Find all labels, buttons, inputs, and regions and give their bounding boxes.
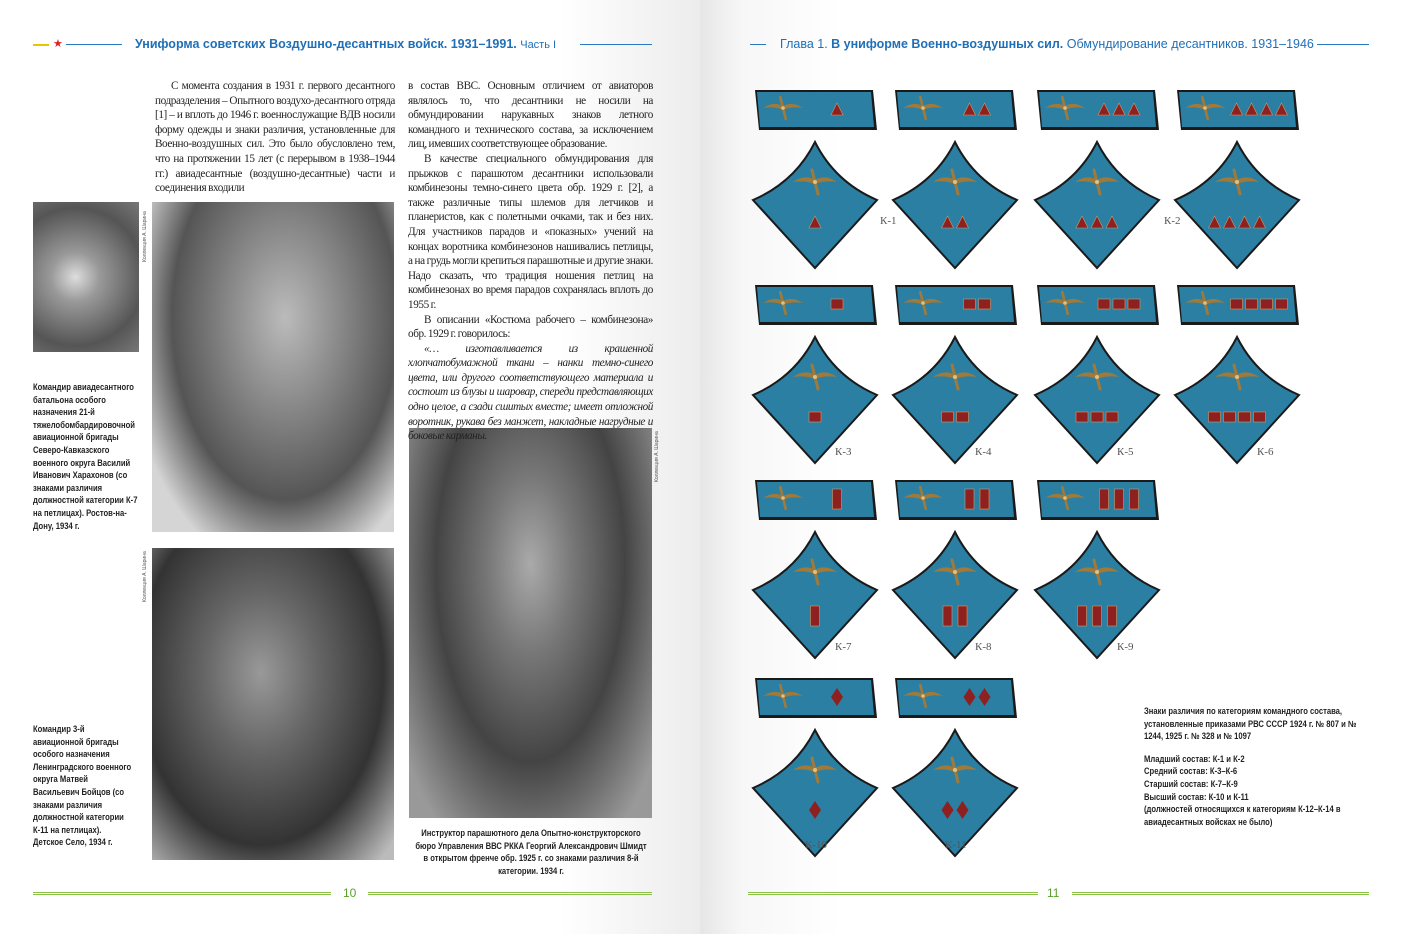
footer-line (1072, 892, 1369, 895)
bar-badge (965, 489, 974, 509)
collar-tab (895, 678, 1017, 718)
collar-tab (1037, 285, 1159, 325)
footer-line (368, 892, 652, 895)
insignia-set (893, 678, 1017, 856)
bar-badge (1100, 489, 1109, 509)
header-line (580, 44, 652, 45)
collar-tab (1037, 90, 1159, 130)
insignia-set (753, 90, 877, 268)
insignia-set (753, 678, 877, 856)
collar-diamond (753, 532, 877, 658)
collar-diamond (753, 337, 877, 463)
insignia-set (1035, 285, 1159, 463)
legend-line: Старший состав: К-7–К-9 (1144, 778, 1238, 789)
insignia-set (893, 480, 1017, 658)
bar-badge (811, 606, 820, 626)
chapter-number: Глава 1. (780, 37, 828, 51)
insignia-set (753, 285, 877, 463)
collar-diamond (1035, 337, 1159, 463)
bar-badge (958, 606, 967, 626)
collar-diamond (1035, 142, 1159, 268)
paragraph: В качестве специального обмундирования для прыжков с парашютом десантники использовали комбинезоны темно-синего цвета обр. 1929 г. [2], а также различные типы шлемов для летчиков и планеристов, как с полетными очками, так и без них. Для участников парадов и «показных» учений на концах воротника комбинезонов нашивались петлицы, а на грудь могли крепиться парашютные и другие знаки. Надо сказать, что традиция ношения петлиц на комбинезонах во время парадов сохранялась вплоть до 1955 г. (408, 152, 653, 311)
right-page (700, 0, 1401, 934)
square-badge (942, 412, 954, 422)
photo-parachutist (33, 202, 139, 352)
bar-badge (1078, 606, 1087, 626)
square-badge (1076, 412, 1088, 422)
square-badge (1261, 299, 1273, 309)
square-badge (1128, 299, 1140, 309)
header-line (66, 44, 122, 45)
paragraph: С момента создания в 1931 г. первого десантного подразделения – Опытного воздухо-десантного отряда [1] – и вплоть до 1946 г. военнослужащие ВДВ носили форму одежды и знаки различия, установленные для Военно-воздушных сил. Это было обусловлено тем, что на протяжении 15 лет (с перерывом в 1938–1944 гг.) авиадесантные (воздушно-десантные) части и соединения входили (155, 80, 395, 195)
collar-tab (1177, 285, 1299, 325)
square-badge (957, 412, 969, 422)
text-column-2 (408, 79, 653, 444)
legend-line: Высший состав: К-10 и К-11 (1144, 791, 1249, 802)
square-badge (979, 299, 991, 309)
collar-tab (895, 480, 1017, 520)
square-badge (1091, 412, 1103, 422)
page-number: 10 (343, 886, 357, 900)
square-badge (1239, 412, 1251, 422)
insignia-set (1035, 480, 1159, 658)
legend-line: Младший состав: К-1 и К-2 (1144, 753, 1245, 764)
category-label: К-9 (1117, 641, 1134, 653)
collar-tab (1177, 90, 1299, 130)
insignia-set (893, 90, 1017, 268)
header-accent-line (33, 44, 49, 46)
legend-line: (должностей относящихся к категориям К-12–К-14 в авиадесантных войсках не было) (1144, 804, 1341, 827)
insignia-set (753, 480, 877, 658)
collar-tab (755, 285, 877, 325)
insignia-set (1035, 90, 1159, 268)
square-badge (1231, 299, 1243, 309)
legend (1144, 705, 1357, 828)
bar-badge (1115, 489, 1124, 509)
bar-badge (1093, 606, 1102, 626)
square-badge (831, 299, 843, 309)
book-part: Часть I (520, 39, 557, 51)
square-badge (1276, 299, 1288, 309)
chapter-title: В униформе Военно-воздушных сил. (831, 37, 1064, 51)
category-label: К-11 (945, 839, 967, 851)
collar-diamond (1035, 532, 1159, 658)
category-label: К-2 (1164, 215, 1181, 227)
collar-tab (1037, 480, 1159, 520)
text-column-1 (155, 79, 395, 196)
photo-caption: Командир 3-й авиационной бригады особого назначения Ленинградского военного округа Матвей Васильевич Бойцов (со знаками различия должностной категории К-11 на петлицах). Детское Село, 1934 г. (33, 724, 132, 848)
collar-tab (755, 90, 877, 130)
collar-diamond (893, 532, 1017, 658)
quote: «… изготавливается из крашенной хлопчатобумажной ткани – нанки темно-синего цвета, или другого соответствующего материала и состоит из блузы и шаровар, спереди представляющих одно целое, а сзади сшитых вместе; имеет отложной воротник, рукава без манжет, накладные нагрудные и боковые карманы. (408, 342, 653, 443)
photo-shmidt (409, 428, 652, 818)
square-badge (1113, 299, 1125, 309)
collar-diamond (753, 730, 877, 856)
photo-kharakhonov (152, 202, 394, 532)
bar-badge (833, 489, 842, 509)
category-label: К-8 (975, 641, 992, 653)
running-header (135, 37, 556, 51)
square-badge (1098, 299, 1110, 309)
category-label: К-3 (835, 446, 852, 458)
legend-title: Знаки различия по категориям командного состава, установленные приказами РВС СССР 1924 г. № 807 и № 1244, 1925 г. № 328 и № 1097 (1144, 706, 1357, 742)
star-icon: ★ (53, 38, 63, 50)
collar-tab (895, 90, 1017, 130)
category-label: К-1 (880, 215, 897, 227)
collar-tab (755, 678, 877, 718)
collar-diamond (893, 337, 1017, 463)
paragraph: В описании «Костюма рабочего – комбинезона» обр. 1929 г. говорилось: (408, 313, 653, 341)
category-label: К-7 (835, 641, 852, 653)
legend-line: Средний состав: К-3–К-6 (1144, 766, 1238, 777)
photo-boytsov (152, 548, 394, 860)
category-label: К-5 (1117, 446, 1134, 458)
square-badge (1246, 299, 1258, 309)
photo-credit: Коллекция А. Шарина (654, 431, 660, 482)
square-badge (964, 299, 976, 309)
bar-badge (980, 489, 989, 509)
photo-caption: Инструктор парашютного дела Опытно-конструкторского бюро Управления ВВС РККА Георгий Александрович Шмидт в открытом френче обр. 1925 г. со знаками различия 8-й категории. 1934 г. (415, 828, 647, 876)
square-badge (1254, 412, 1266, 422)
photo-caption: Командир авиадесантного батальона особого назначения 21-й тяжелобомбардировочной авиационной бригады Северо-Кавказского военного округа Василий Иванович Харахонов (со знаками различия должностной категории К-7 на петлицах). Ростов-на-Дону, 1934 г. (33, 382, 138, 531)
insignia-set (1175, 90, 1299, 268)
paragraph: в состав ВВС. Основным отличием от авиаторов являлось то, что десантники не носили на обмундировании нарукавных знаков летного командного и технического состава, за исключением лиц, имевших соответствующее образование. (408, 80, 653, 151)
square-badge (1224, 412, 1236, 422)
photo-credit: Коллекция А. Шарина (142, 551, 148, 602)
collar-diamond (893, 142, 1017, 268)
collar-diamond (753, 142, 877, 268)
category-label: К-4 (975, 446, 992, 458)
book-title: Униформа советских Воздушно-десантных войск. 1931–1991. (135, 37, 517, 51)
collar-diamond (1175, 337, 1299, 463)
bar-badge (943, 606, 952, 626)
footer-line (748, 892, 1038, 895)
photo-credit: Коллекция А. Шарина (142, 211, 148, 262)
square-badge (1106, 412, 1118, 422)
collar-diamond (893, 730, 1017, 856)
chapter-subtitle: Обмундирование десантников. 1931–1946 (1066, 37, 1314, 51)
category-label: К-10 (805, 839, 827, 851)
category-label: К-6 (1257, 446, 1274, 458)
square-badge (809, 412, 821, 422)
insignia-set (893, 285, 1017, 463)
collar-diamond (1175, 142, 1299, 268)
insignia-set (1175, 285, 1299, 463)
footer-line (33, 892, 331, 895)
collar-tab (755, 480, 877, 520)
bar-badge (1130, 489, 1139, 509)
bar-badge (1108, 606, 1117, 626)
left-page (0, 0, 700, 934)
collar-tab (895, 285, 1017, 325)
square-badge (1209, 412, 1221, 422)
page-number: 11 (1047, 886, 1060, 900)
